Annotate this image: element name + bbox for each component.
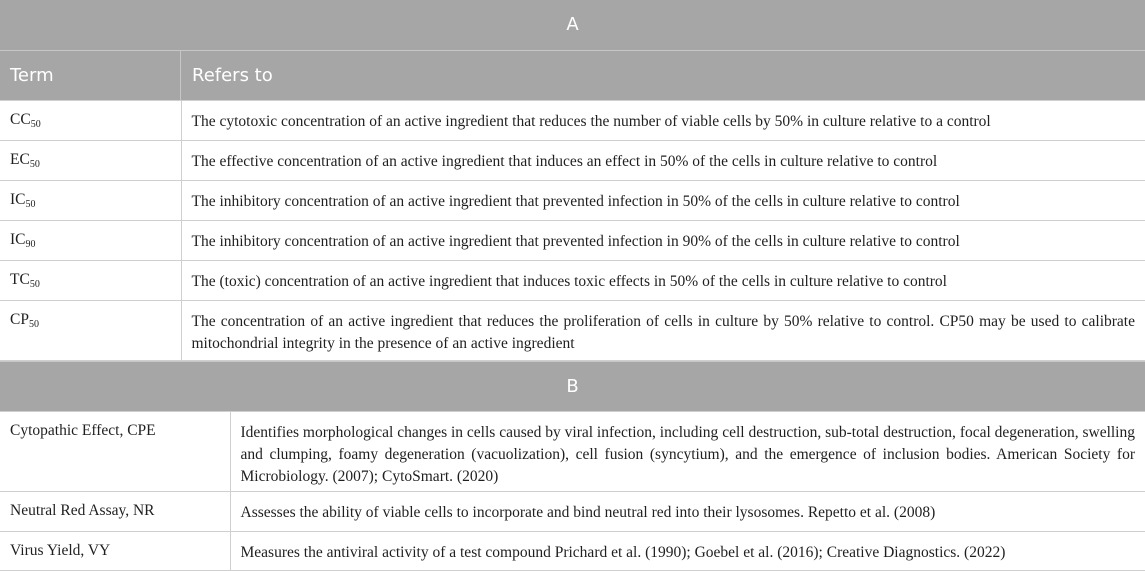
term-text: IC	[10, 231, 26, 248]
term-cell: Virus Yield, VY	[0, 532, 230, 571]
table-row	[0, 532, 1145, 571]
term-text: TC	[10, 271, 30, 288]
term-subscript: 50	[28, 319, 39, 330]
section-b-table	[0, 411, 1145, 571]
table-row	[0, 261, 1145, 301]
table-row	[0, 492, 1145, 532]
term-subscript: 50	[29, 279, 40, 290]
term-text: IC	[10, 191, 26, 208]
table-row	[0, 141, 1145, 181]
section-a-label: A	[0, 0, 1145, 50]
term-cell	[0, 221, 181, 261]
term-cell	[0, 141, 181, 181]
term-cell	[0, 301, 181, 361]
description-cell: The inhibitory concentration of an active ingredient that prevented infection in 90% of the cells in culture relative to control	[181, 221, 1145, 261]
description-cell: The (toxic) concentration of an active ingredient that induces toxic effects in 50% of the cells in culture relative to control	[181, 261, 1145, 301]
term-cell	[0, 101, 181, 141]
description-cell: Identifies morphological changes in cells caused by viral infection, including cell destruction, sub-total destruction, focal degeneration, swelling and clumping, foamy degeneration (vacuolization), cell fusion (syncytium), and the emergence of inclusion bodies. American Society for Microbiology. (2007); CytoSmart. (2020)	[230, 412, 1145, 492]
description-cell: The concentration of an active ingredient that reduces the proliferation of cells in culture by 50% relative to control. CP50 may be used to calibrate mitochondrial integrity in the presence of an active ingredient	[181, 301, 1145, 361]
refers-to-column-header: Refers to	[192, 65, 273, 86]
description-cell: The inhibitory concentration of an active ingredient that prevented infection in 50% of the cells in culture relative to control	[181, 181, 1145, 221]
section-a-table	[0, 100, 1145, 361]
term-text: EC	[10, 151, 30, 168]
table-row	[0, 221, 1145, 261]
term-subscript: 50	[30, 119, 41, 130]
description-cell: The effective concentration of an active ingredient that induces an effect in 50% of the cells in culture relative to control	[181, 141, 1145, 181]
section-a-header-row	[0, 50, 1145, 100]
table-row	[0, 181, 1145, 221]
description-cell: Measures the antiviral activity of a test compound Prichard et al. (1990); Goebel et al. (2016); Creative Diagnostics. (2022)	[230, 532, 1145, 571]
section-b-label: B	[0, 361, 1145, 411]
description-cell: Assesses the ability of viable cells to incorporate and bind neutral red into their lysosomes. Repetto et al. (2008)	[230, 492, 1145, 532]
term-cell	[0, 261, 181, 301]
term-subscript: 90	[25, 239, 36, 250]
table-row	[0, 301, 1145, 361]
term-text: CP	[10, 311, 29, 328]
term-cell	[0, 181, 181, 221]
term-text: CC	[10, 111, 31, 128]
description-cell: The cytotoxic concentration of an active ingredient that reduces the number of viable cells by 50% in culture relative to a control	[181, 101, 1145, 141]
term-subscript: 50	[25, 199, 36, 210]
table-row	[0, 412, 1145, 492]
term-column-header: Term	[0, 51, 181, 100]
table-row	[0, 101, 1145, 141]
term-cell: Cytopathic Effect, CPE	[0, 412, 230, 492]
term-cell: Neutral Red Assay, NR	[0, 492, 230, 532]
term-subscript: 50	[29, 159, 40, 170]
